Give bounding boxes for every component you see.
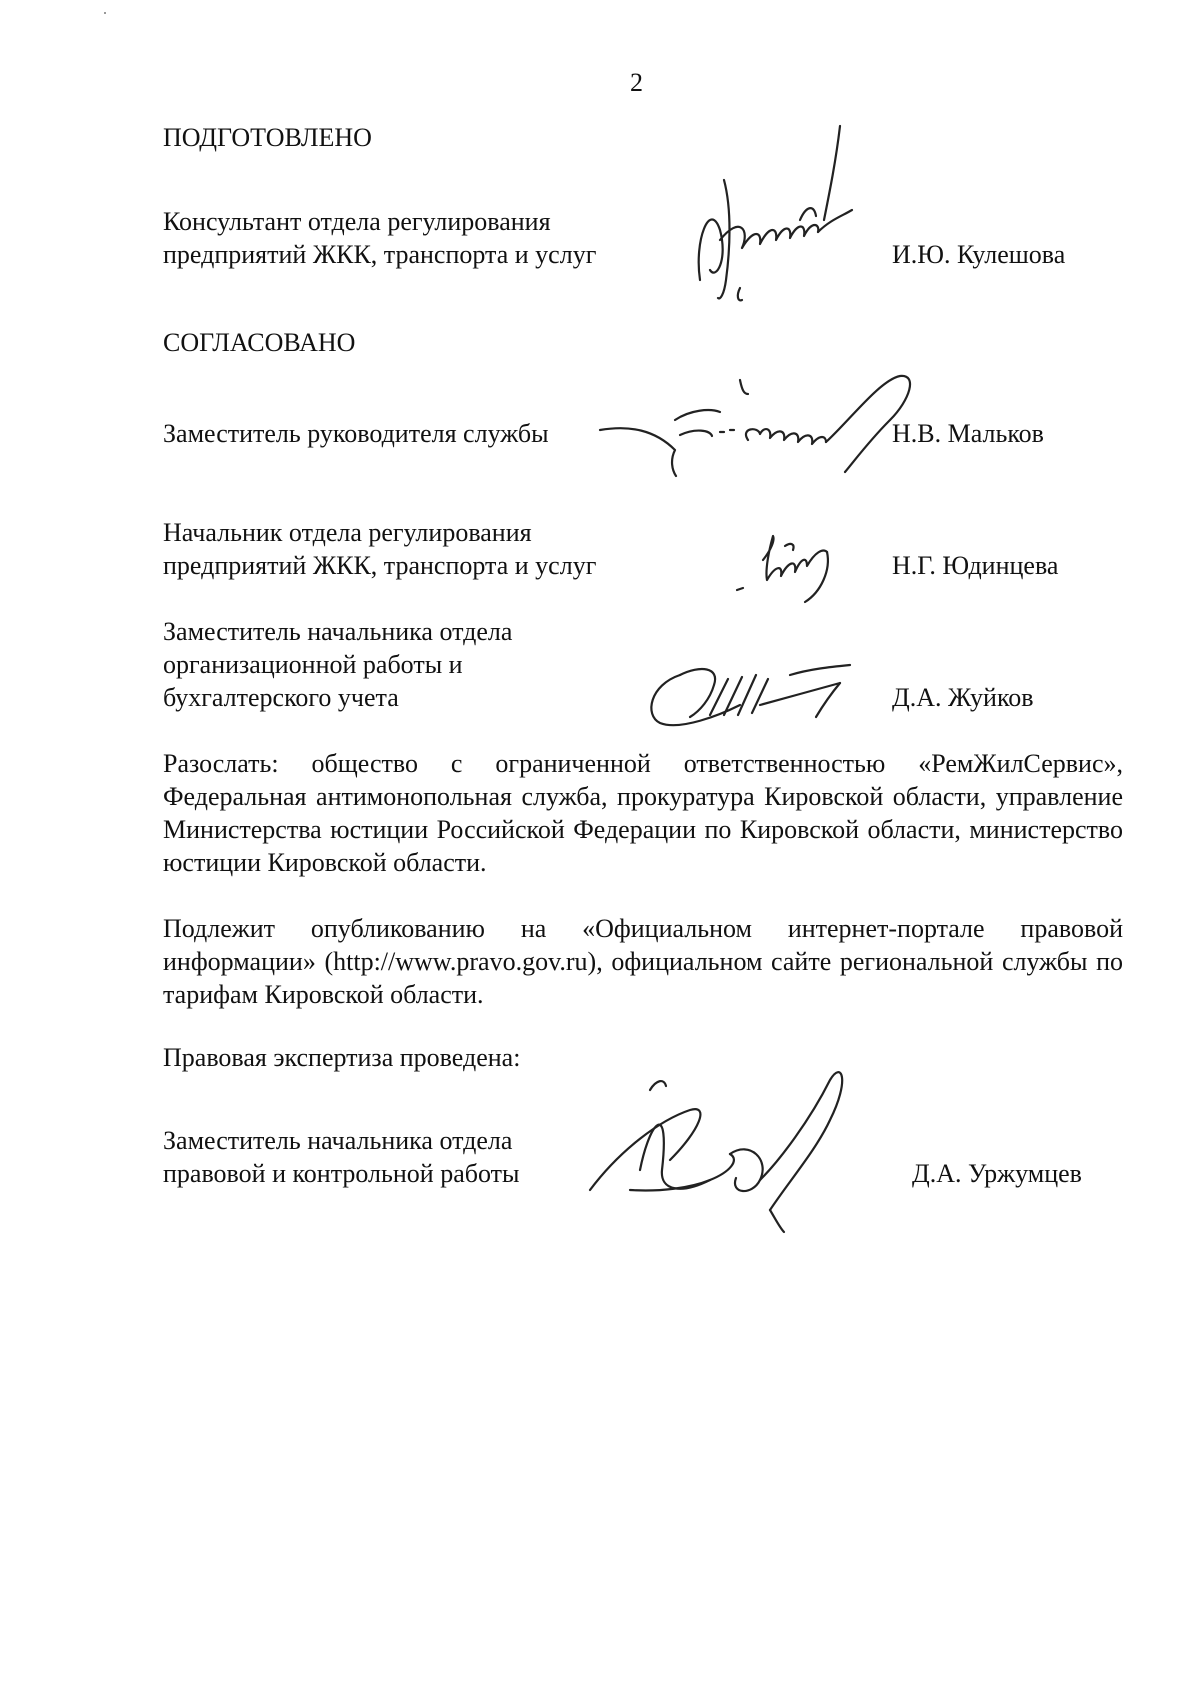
signature-kuleshova	[680, 120, 860, 305]
agreed-signer-3-name: Д.А. Жуйков	[892, 683, 1034, 712]
prepared-signer-name: И.Ю. Кулешова	[892, 240, 1066, 269]
distribution-paragraph: Разослать: общество с ограниченной ответственностью «РемЖилСервис», Федеральная антимонопольная служба, прокуратура Кировской области, управление Министерства юстиции Российской Федерации по Кировской области, министерство юстиции Кировской области.	[163, 749, 1123, 877]
agreed-signer-3-position-line2: организационной работы и	[163, 650, 463, 679]
signature-zhuikov	[640, 655, 860, 735]
page-number: 2	[630, 68, 643, 97]
prepared-position-line2: предприятий ЖКК, транспорта и услуг	[163, 240, 597, 269]
publication-paragraph: Подлежит опубликованию на «Официальном интернет-портале правовой информации» (http://www.pravo.gov.ru), официальном сайте региональной службы по тарифам Кировской области.	[163, 914, 1123, 1009]
agreed-signer-2-name: Н.Г. Юдинцева	[892, 551, 1059, 580]
scan-speck	[104, 12, 106, 14]
prepared-heading: ПОДГОТОВЛЕНО	[163, 123, 372, 152]
legal-review-position-line1: Заместитель начальника отдела	[163, 1126, 513, 1155]
signature-yudintseva	[735, 530, 845, 610]
agreed-heading: СОГЛАСОВАНО	[163, 328, 356, 357]
signature-malkov	[600, 360, 920, 490]
agreed-signer-3-position-line1: Заместитель начальника отдела	[163, 617, 513, 646]
agreed-signer-1-position-line1: Заместитель руководителя службы	[163, 419, 549, 448]
agreed-signer-3-position-line3: бухгалтерского учета	[163, 683, 399, 712]
prepared-position-line1: Консультант отдела регулирования	[163, 207, 551, 236]
agreed-signer-2-position-line1: Начальник отдела регулирования	[163, 518, 532, 547]
legal-review-statement: Правовая экспертиза проведена:	[163, 1043, 521, 1072]
legal-review-signer-name: Д.А. Уржумцев	[912, 1159, 1082, 1188]
legal-review-position-line2: правовой и контрольной работы	[163, 1159, 520, 1188]
agreed-signer-1-name: Н.В. Мальков	[892, 419, 1044, 448]
signature-urzhumtsev	[580, 1060, 880, 1235]
agreed-signer-2-position-line2: предприятий ЖКК, транспорта и услуг	[163, 551, 597, 580]
